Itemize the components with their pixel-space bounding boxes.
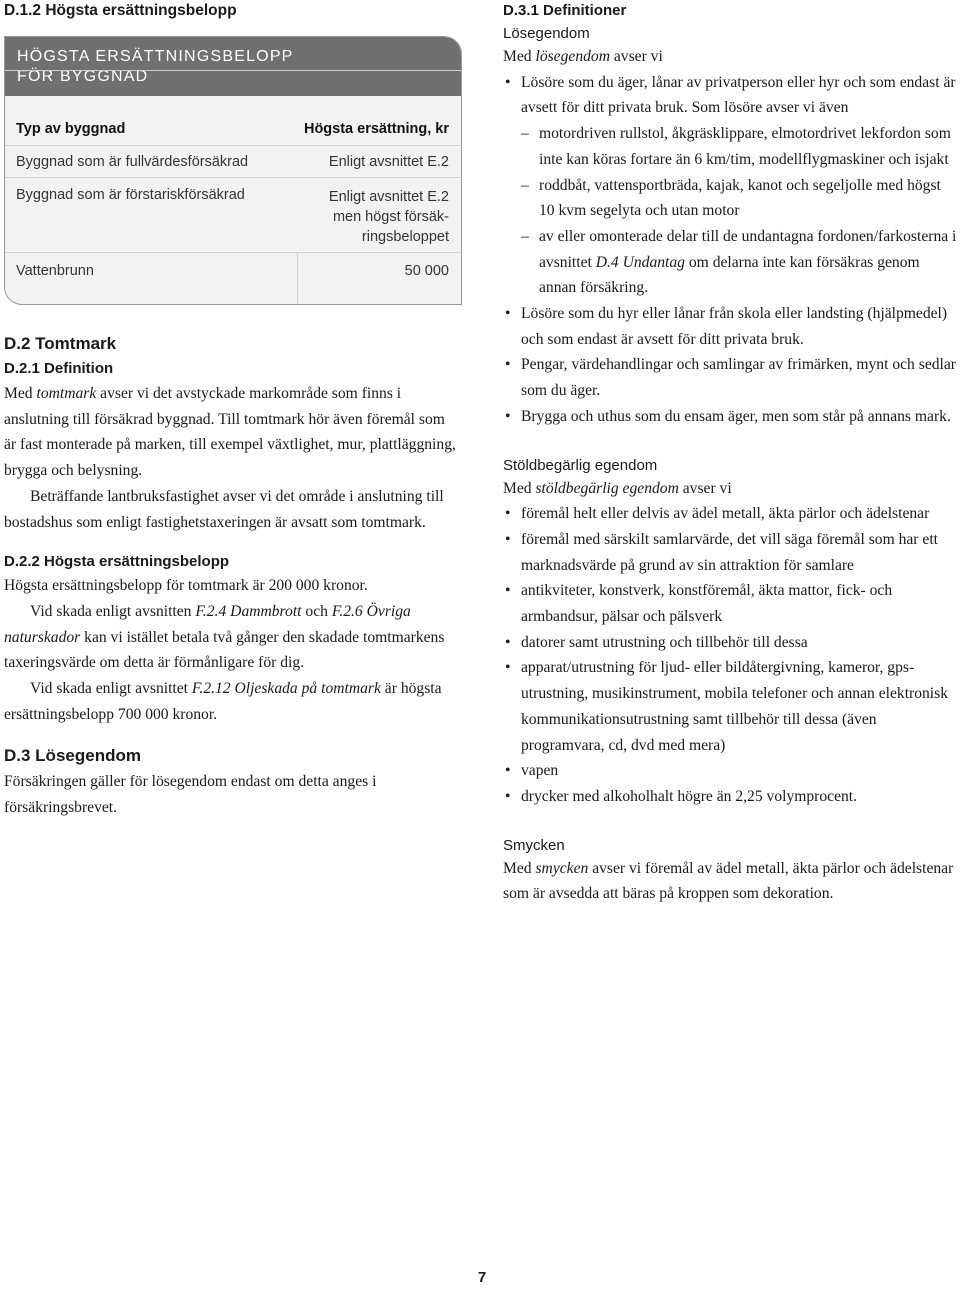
list-item: [521, 224, 958, 301]
stold-list: [503, 501, 958, 809]
text: Med: [503, 48, 536, 65]
table-title-line1: HÖGSTA ERSÄTTNINGSBELOPP: [17, 48, 294, 65]
table-divider: [5, 252, 461, 253]
list-item: • vapen: [503, 758, 958, 784]
list-item: • föremål med särskilt samlarvärde, det vill säga föremål som har ett marknadsvärde på grund av sin attraktion för samlare: [503, 527, 958, 578]
text: Med: [4, 385, 37, 402]
paragraph: [503, 476, 958, 502]
paragraph: [4, 381, 460, 484]
subheading-smycken: Smycken: [503, 836, 565, 854]
table-divider: [5, 177, 461, 178]
paragraph: Beträffande lantbruksfastighet avser vi det område i anslutning till bostadshus som enligt fastighetstaxeringen är avsatt som tomtmark.: [4, 487, 444, 531]
subheading-losegendom: Lösegendom: [503, 25, 590, 42]
table-header-value: Högsta ersättning, kr: [303, 121, 449, 137]
table-cell-value: 50 000: [404, 263, 449, 279]
paragraph: Högsta ersättningsbelopp för tomtmark är 200 000 kronor.: [4, 577, 368, 595]
reference-emphasis: F.2.12 Oljeskada på tomtmark: [191, 680, 381, 698]
list-item-text: Lösöre som du äger, lånar av privatperson eller hyr och som endast är avsett för ditt privata bruk. Som lösöre avser vi även: [521, 73, 956, 117]
list-item: • apparat/utrustning för ljud- eller bildåtergivning, kameror, gps-utrustning, musikinstrument, mobila telefoner och annan elektronisk kommunikationsutrustning samt tillbehör till dessa (även programvara, cd, dvd med mera): [503, 655, 958, 758]
text: avser vi föremål av ädel metall, äkta pärlor och ädelstenar som är avsedda att bäras på kroppen som dekoration.: [503, 859, 954, 903]
text: Med: [503, 479, 536, 497]
text: avser vi det avstyckade markområde som finns i anslutning till försäkrad byggnad. Till tomtmark hör även föremål som är fast monterade på marken, till exempel växtlighet, mur, plattläggning, brygga och belysning.: [4, 385, 456, 480]
list-item: • Lösöre som du hyr eller lånar från skola eller landsting (hjälpmedel) och som endast är avsett för ditt privata bruk.: [503, 301, 958, 352]
section-heading-d21: D.2.1 Definition: [4, 360, 114, 377]
text: om delarna inte kan försäkras genom annan försäkring.: [539, 253, 920, 297]
table-cell-value-line: men högst försäk-: [332, 209, 449, 225]
table-cell-value-line: ringsbeloppet: [361, 229, 449, 245]
reference-emphasis: F.2.6 Övriga naturskador: [4, 602, 411, 646]
definitions-block: [503, 24, 958, 907]
text: är högsta ersättningsbelopp 700 000 kronor.: [4, 680, 442, 723]
reference-emphasis: D.4 Undantag: [595, 253, 685, 271]
text: och: [301, 602, 332, 620]
paragraph: [503, 44, 958, 70]
text: Med: [503, 859, 536, 877]
page-number: 7: [477, 1269, 487, 1286]
section-heading-d12: D.1.2 Högsta ersättningsbelopp: [4, 2, 237, 19]
table-divider: [5, 145, 461, 146]
text: av eller omonterade delar till de undantagna fordonen/farkosterna i avsnittet: [539, 227, 957, 271]
list-item: • föremål helt eller delvis av ädel metall, äkta pärlor och ädelstenar: [503, 501, 958, 527]
text: kan vi istället betala två gånger den skadade tomtmarkens taxeringsvärde om detta är förmånligare för dig.: [4, 628, 445, 672]
table-cell-type: Vattenbrunn: [16, 263, 94, 279]
reference-emphasis: F.2.4 Dammbrott: [195, 602, 302, 620]
paragraph: [4, 676, 460, 727]
text: Vid skada enligt avsnitten: [30, 602, 196, 620]
section-heading-d2: D.2 Tomtmark: [4, 334, 117, 353]
list-item: • datorer samt utrustning och tillbehör till dessa: [503, 630, 958, 656]
term-emphasis: lösegendom: [535, 48, 610, 65]
text: avser vi: [678, 479, 732, 497]
losegendom-list: [503, 70, 958, 430]
list-item: – roddbåt, vattensportbräda, kajak, kanot och segeljolle med högst 10 kvm segelyta och utan motor: [521, 173, 958, 224]
text: avser vi: [609, 48, 663, 65]
paragraph: [4, 599, 460, 676]
subheading-stold: Stöldbegärlig egendom: [503, 456, 658, 474]
list-item: • Pengar, värdehandlingar och samlingar av frimärken, mynt och sedlar som du äger.: [503, 352, 958, 403]
term-emphasis: smycken: [535, 859, 589, 877]
term-emphasis: tomtmark: [36, 385, 97, 402]
paragraph: [503, 856, 958, 907]
list-item: • Brygga och uthus som du ensam äger, men som står på annans mark.: [503, 404, 958, 430]
paragraph: Försäkringen gäller för lösegendom endast om detta anges i försäkringsbrevet.: [4, 773, 377, 817]
list-item: • antikviteter, konstverk, konstföremål, äkta mattor, fick- och armbandsur, pälsar och pälsverk: [503, 578, 958, 629]
list-item: [503, 70, 958, 301]
section-heading-d3: D.3 Lösegendom: [4, 746, 141, 766]
sub-list: [521, 121, 958, 301]
section-heading-d22: D.2.2 Högsta ersättningsbelopp: [4, 553, 230, 571]
table-cell-type: Byggnad som är förstariskförsäkrad: [16, 187, 245, 203]
table-title-line2: FÖR BYGGNAD: [17, 68, 149, 85]
table-header-type: Typ av byggnad: [16, 121, 126, 137]
max-compensation-table: [4, 36, 462, 305]
text: Vid skada enligt avsnittet: [30, 680, 192, 698]
list-item: • drycker med alkoholhalt högre än 2,25 volymprocent.: [503, 784, 958, 810]
section-d2: [4, 333, 460, 821]
table-column-divider: [297, 252, 298, 304]
table-cell-value: [329, 187, 449, 247]
table-cell-type: Byggnad som är fullvärdesförsäkrad: [16, 154, 249, 170]
table-cell-value: Enligt avsnittet E.2: [328, 154, 449, 170]
term-emphasis: stöldbegärlig egendom: [535, 479, 679, 497]
section-heading-d31: D.3.1 Definitioner: [503, 2, 627, 19]
table-cell-value-line: Enligt avsnittet E.2: [328, 189, 449, 205]
list-item: – motordriven rullstol, åkgräsklippare, elmotordrivet lekfordon som inte kan köras fortare än 6 km/tim, modellflygmaskiner och isjakt: [521, 121, 958, 172]
